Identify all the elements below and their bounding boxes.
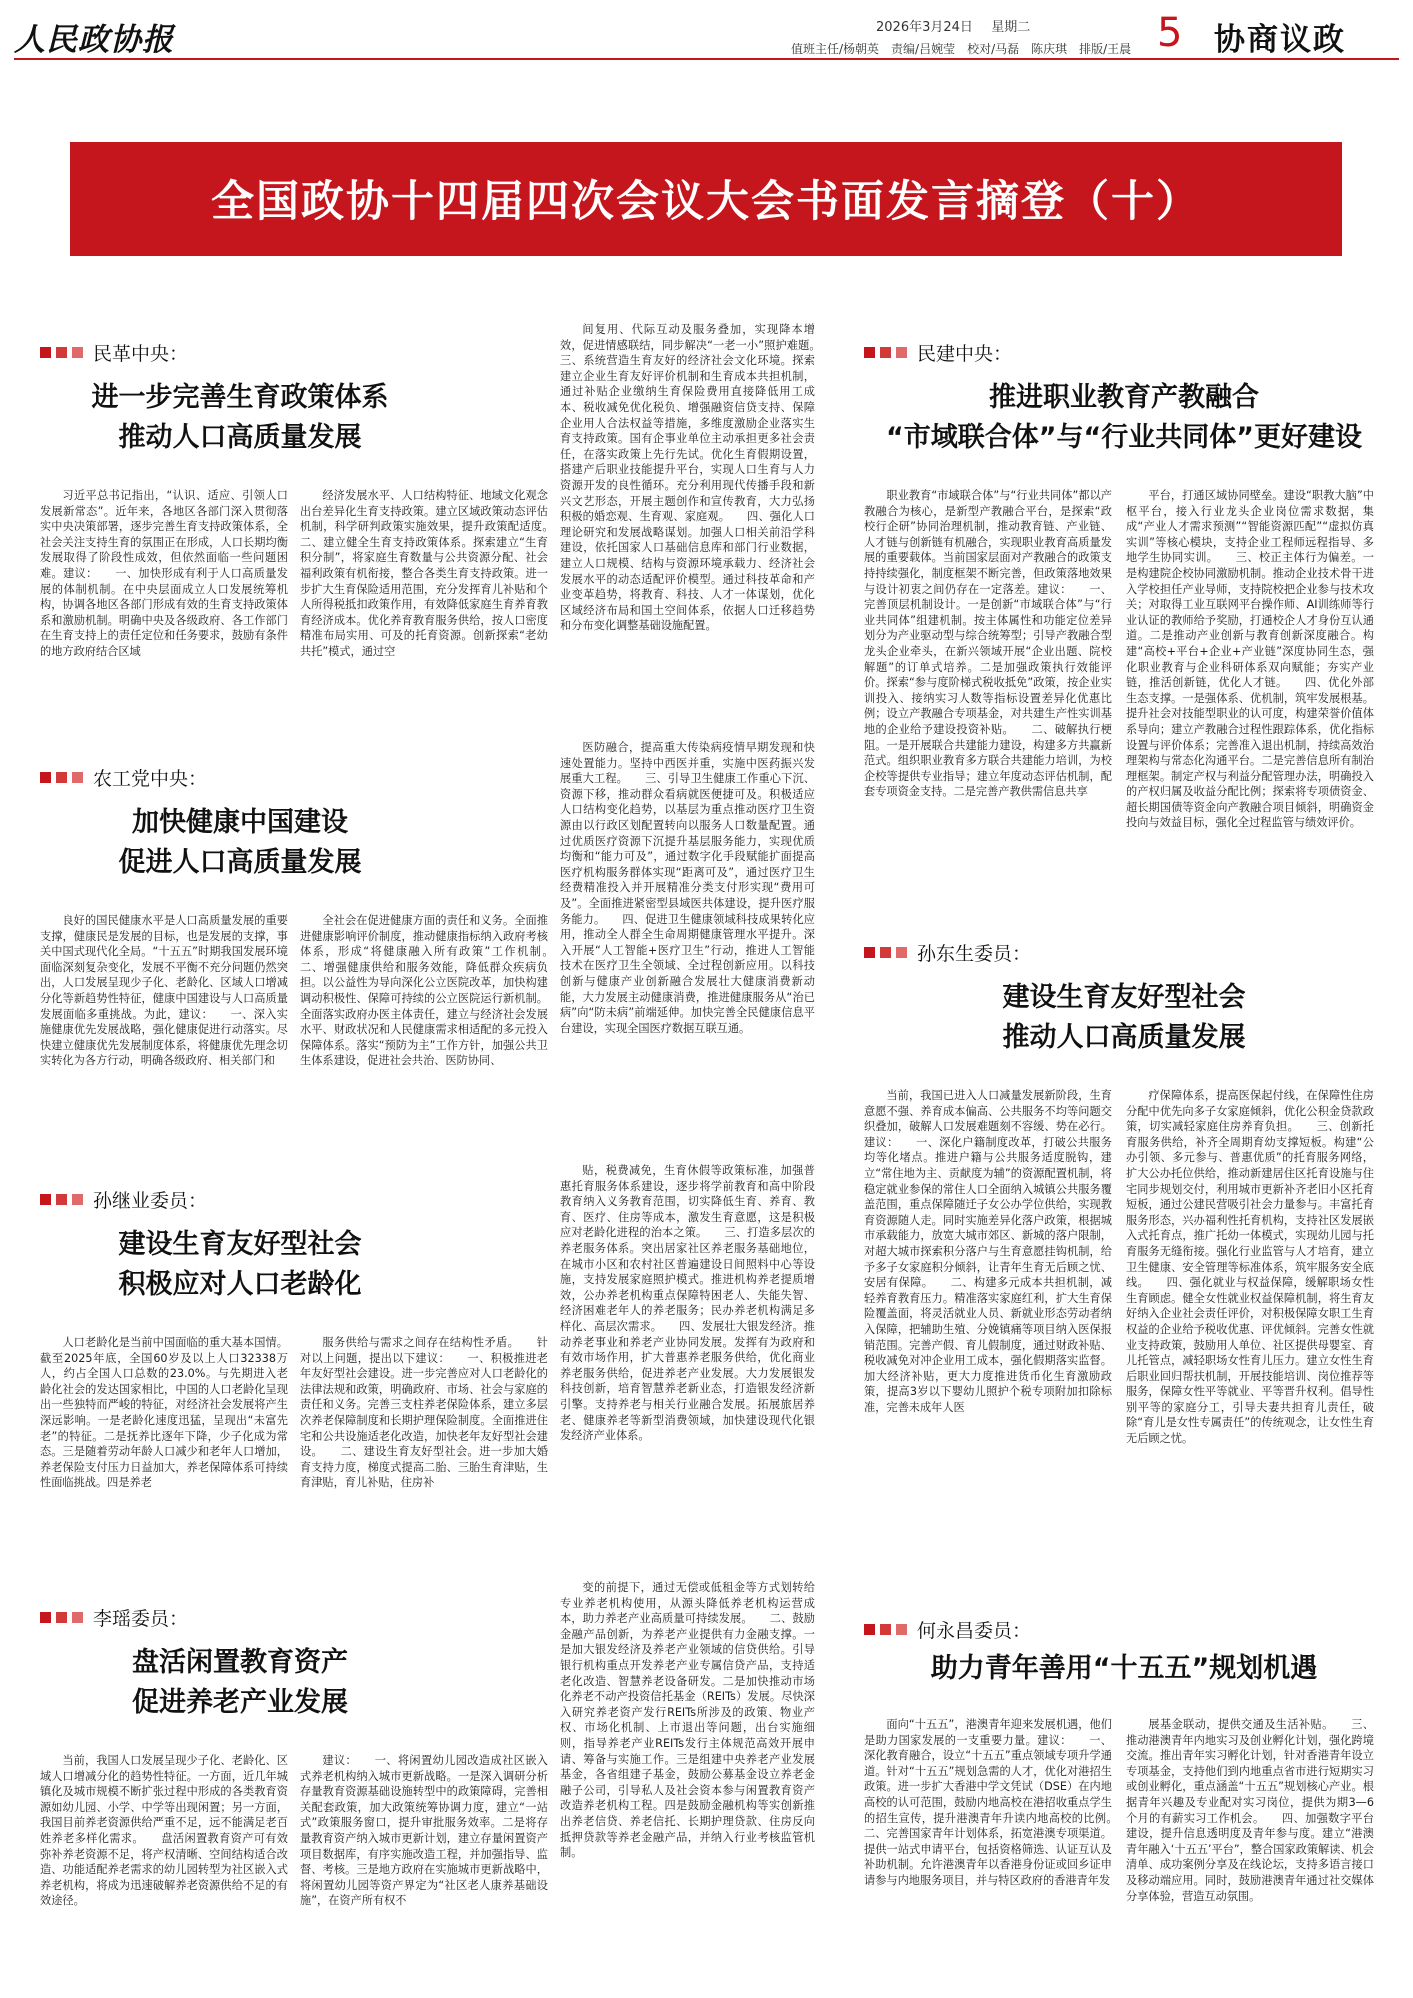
byline-text: 李瑶委员： <box>93 1607 189 1630</box>
article-body-col <box>1126 488 1374 858</box>
byline-marker-icon <box>864 1624 907 1635</box>
byline-marker-icon <box>864 347 907 358</box>
article-body-col <box>300 913 548 1143</box>
body-text: 经济发展水平、人口结构特征、地域文化观念出台差异化生育支持政策。建立区域政策动态评估机制，科学研判政策实施效果，提升政策配适度。 二、建立健全生育支持政策体系。探索建立“生育积分制”，将家庭生育数量与公共资源分配、社会福利政策有机衔接，整合各类生育支持政策。进一步扩大生育保险适用范围，充分发挥育儿补贴和个人所得税抵扣政策作用，有效降低家庭生育养育教育经济成本。优化养育教育服务供给，按人口密度精准布局实用、可及的托育资源。创新探索“老幼共托”模式，通过空 <box>300 489 548 658</box>
body-text: 面向“十五五”，港澳青年迎来发展机遇，他们是助力国家发展的一支重要力量。建议： 一、深化教育融合，设立“十五五”重点领域专项升学通道。针对“十五五”规划急需的人才，优化对港招生政策。进一步扩大香港中学文凭试（DSE）在内地高校的认可范围，鼓励内地高校在港招收重点学生的招生宣传，提升港澳青年升读内地高校的比例。 二、完善国家青年计划体系，拓宽港澳专项渠道。提供一站式申请平台，包括资格筛选、认证互认及补助机制。允许港澳青年以香港身份证或回乡证申请参与内地服务项目，并与特区政府的香港青年发 <box>864 1718 1112 1887</box>
body-text: 当前，我国人口发展呈现少子化、老龄化、区域人口增减分化的趋势性特征。一方面，近几年城镇化及城市规模不断扩张过程中形成的各类教育资源如幼儿园、小学、中学等出现闲置；另一方面，我国目前养老资源供给严重不足，远不能满足老百姓养老多样化需求。 盘活闲置教育资产可有效弥补养老资源不足，将产权清晰、空间结构适合改造、功能适配养老需求的幼儿园转型为社区嵌入式养老机构，将成为迅速破解养老资源供给不足的有效途径。 <box>40 1754 288 1908</box>
article-body-col <box>300 488 548 718</box>
headline-line: 建设生育友好型社会 <box>1002 982 1246 1013</box>
article-headline <box>40 1643 440 1723</box>
banner-title: 全国政协十四届四次会议大会书面发言摘登（十） <box>211 177 1201 227</box>
headline-line: 推动人口高质量发展 <box>118 422 362 453</box>
issue-weekday: 星期二 <box>991 20 1031 35</box>
article-body-col <box>40 1335 288 1561</box>
article-body-col <box>1126 1088 1374 1558</box>
body-text: 建议： 一、将闲置幼儿园改造成社区嵌入式养老机构纳入城市更新战略。一是深入调研分析存量教育资源基础设施转型中的政策障碍，完善相关配套政策，加大政策统筹协调力度，建立“一站式”政策服务窗口，提升审批服务效率。二是将存量教育资产纳入城市更新计划，建立存量闲置资产项目数据库，有序实施改造工程，并加强指导、监督、考核。三是地方政府在实施城市更新战略中，将闲置幼儿园等资产界定为“社区老人康养基础设施”，在资产所有权不 <box>300 1754 548 1908</box>
article-byline <box>40 340 188 364</box>
article-headline <box>40 378 440 458</box>
article-body-col <box>864 1088 1112 1558</box>
article-headline <box>864 378 1384 458</box>
dateline <box>876 16 1030 35</box>
body-text: 当前，我国已进入人口减量发展新阶段，生育意愿不强、养育成本偏高、公共服务不均等问题交织叠加，破解人口发展难题刻不容缓、势在必行。建议： 一、深化户籍制度改革，打破公共服务均等化堵点。推进户籍与公共服务适度脱钩，建立“常住地为主、贡献度为辅”的资源配置机制，将稳定就业参保的常住人口全面纳入城镇公共服务覆盖范围，重点保障随迁子女公办学位供给，实现教育资源随人走。同时实施差异化落户政策，根据城市承载能力，放宽大城市郊区、新城的落户限制，对超大城市探索积分落户与生育意愿挂钩机制，给予多子女家庭积分倾斜，让青年生育无后顾之忧、安居有保障。 二、构建多元成本共担机制，减轻养育教育压力。精准落实家庭红利，扩大生育保险覆盖面，将灵活就业人员、新就业形态劳动者纳入保障，把辅助生殖、分娩镇痛等项目纳入医保报销范围。完善产假、育儿假制度，通过财政补贴、税收减免对冲企业用工成本，强化假期落实监督。加大经济补贴，更大力度推进货币化生育激励政策，提高3岁以下婴幼儿照护个税专项附加扣除标准，完善未成年人医 <box>864 1089 1112 1414</box>
headline-line: 进一步完善生育政策体系 <box>91 382 389 413</box>
article-body-col <box>560 1163 815 1558</box>
article-minge <box>40 340 565 740</box>
page-banner <box>70 142 1342 256</box>
headline-line: 推进职业教育产教融合 <box>989 382 1259 413</box>
article-li-yao <box>40 1605 565 1995</box>
masthead <box>14 10 1399 60</box>
article-headline <box>40 1225 440 1305</box>
article-body-col <box>1126 1717 1374 1977</box>
headline-line: 积极应对人口老龄化 <box>118 1269 362 1300</box>
body-text: 服务供给与需求之间存在结构性矛盾。 针对以上问题，提出以下建议： 一、积极推进老年友好型社会建设。进一步完善应对人口老龄化的法律法规和政策，明确政府、市场、社会与家庭的责任和义务。完善三支柱养老保险体系，建立多层次养老保障制度和长期护理保险制度。全面推进住宅和公共设施适老化改造，加快老年友好型社会建设。 二、建设生育友好型社会。进一步加大婚育支持力度，梯度式提高二胎、三胎生育津贴，生育津贴，育儿补贴，住房补 <box>300 1336 548 1490</box>
byline-marker-icon <box>40 347 83 358</box>
article-headline <box>864 1649 1384 1689</box>
article-body-col <box>560 1580 815 1978</box>
byline-text: 何永昌委员： <box>917 1619 1032 1642</box>
body-text: 贴，税费减免，生育休假等政策标准，加强普惠托育服务体系建设，逐步将学前教育和高中阶段教育纳入义务教育范围，切实降低生育、养育、教育、医疗、住房等成本，激发生育意愿，这是积极应对老龄化进程的治本之策。 三、打造多层次的养老服务体系。突出居家社区养老服务基础地位，在城市小区和农村社区普遍建设日间照料中心等设施，支持发展家庭照护模式。推进机构养老提质增效，公办养老机构重点保障特困老人、失能失智、经济困难老年人的养老服务；民办养老机构满足多样化、高层次需求。 四、发展壮大银发经济。推动养老事业和养老产业协同发展。发挥有为政府和有效市场作用，扩大普惠养老服务供给，优化商业养老服务供给，促进养老产业发展。大力发展银发科技创新，培育智慧养老新业态，打造银发经济新引擎。支持养老与相关行业融合发展。拓展旅居养老、健康养老等新型消费领域，加快建设现代化银发经济产业体系。 <box>560 1164 815 1443</box>
article-nonggong <box>40 765 565 1165</box>
body-text: 人口老龄化是当前中国面临的重大基本国情。截至2025年底，全国60岁及以上人口32338万人，约占全国人口总数的23.0%。与先期进入老龄化社会的发达国家相比，中国的人口老龄化呈现出一些独特而严峻的特征，对经济社会发展将产生深远影响。一是老龄化速度迅猛，呈现出“未富先老”的特征。二是抚养比逐年下降，少子化成为常态。三是随着劳动年龄人口减少和老年人口增加，养老保险支付压力日益加大，养老保障体系可持续性面临挑战。四是养老 <box>40 1336 288 1490</box>
article-headline <box>864 978 1384 1058</box>
body-text: 间复用、代际互动及服务叠加，实现降本增效，促进情感联结，同步解决“一老一小”照护难题。 三、系统营造生育友好的经济社会文化环境。探索建立企业生育友好评价机制和生育成本共担机制，通过补贴企业缴纳生育保险费用直接降低用工成本、税收减免优化税负、增强融资信贷支持、保障企业用人合法权益等措施，多维度激励企业落实生育支持政策。国有企事业单位主动承担更多社会责任，在落实政策上先行先试。优化生育假期设置，搭建产后职业技能提升平台，实现人口生育与人力资源开发的良性循环。充分利用现代传播手段和新兴文艺形态，开展主题创作和宣传教育，大力弘扬积极的婚恋观、生育观、家庭观。 四、强化人口理论研究和发展战略谋划。加强人口相关前沿学科建设，依托国家人口基础信息库和部门行业数据，建立人口规模、结构与资源环境承载力、经济社会发展水平的动态适配评价模型。通过科技革命和产业变革趋势，将教育、科技、人才一体谋划，优化区域经济布局和国土空间体系，依据人口迁移趋势和分布变化调整基础设施配置。 <box>560 323 815 633</box>
article-byline <box>864 340 1012 364</box>
byline-text: 民建中央： <box>917 342 1013 365</box>
body-text: 良好的国民健康水平是人口高质量发展的重要支撑，健康民是发展的目标，也是发展的支撑，事关中国式现代化全局。“十五五”时期我国发展环境面临深刻复杂变化，发展不平衡不充分问题仍然突出，人口发展呈现少子化、老龄化、区域人口增减分化等新趋势性特征，健康中国建设与人口高质量发展面临多重挑战。为此，建议： 一、深入实施健康优先发展战略，强化健康促进行动落实。尽快建立健康优先发展制度体系，将健康优先理念切实转化为各方行动，明确各级政府、相关部门和 <box>40 914 288 1068</box>
body-text: 平台，打通区域协同壁垒。建设“职教大脑”中枢平台，接入行业龙头企业岗位需求数据，集成“产业人才需求预测”“智能资源匹配”“虚拟仿真实训”等核心模块，支持企业工程师远程指导、多地学生协同实训。 三、校正主体行为偏差。一是构建院企校协同激励机制。推动企业技术骨干进入学校担任产业导师，支持院校把企业参与技术攻关；对取得工业互联网平台操作师、AI训练师等行业认证的教师给予奖励，打通校企人才身份互认通道。二是推动产业创新与教育创新深度融合。构建“高校+平台+企业+产业链”深度协同生态，强化职业教育与企业科研体系双向赋能；夯实产业链，推活创新链，优化人才链。 四、优化外部生态支撑。一是强体系、优机制，筑牢发展根基。提升社会对技能型职业的认可度，构建荣誉价值体系导向；建立产教融合过程性跟踪体系，优化指标设置与评价体系；完善准入退出机制，持续高效治理架构与常态化沟通平台。二是完善信息所有制治理框架。制定产权与利益分配管理办法，明确投入的产权归属及收益分配比例；探索将专项债资金、超长期国债等资金向产教融合项目倾斜，明确资金投向与效益目标，强化全过程监管与绩效评价。 <box>1126 489 1374 830</box>
article-headline <box>40 803 440 883</box>
byline-text: 孙东生委员： <box>917 942 1032 965</box>
headline-line: 助力青年善用“十五五”规划机遇 <box>930 1653 1318 1684</box>
byline-text: 民革中央： <box>93 342 189 365</box>
byline-marker-icon <box>40 772 83 783</box>
headline-line: 推动人口高质量发展 <box>1002 1022 1246 1053</box>
article-sun-dongsheng <box>864 940 1384 1580</box>
body-text: 疗保障体系，提高医保起付线，在保障性住房分配中优先向多子女家庭倾斜，优化公积金贷款政策，切实减轻家庭住房养育负担。 三、创新托育服务供给，补齐全周期育幼支撑短板。构建“公办引领、多元参与、普惠优质”的托育服务网络，扩大公办托位供给，推动新建居住区托育设施与住宅同步规划交付，利用城市更新补齐老旧小区托育短板，通过公建民营吸引社会力量参与。丰富托育服务形态，兴办福利性托育机构，支持社区发展嵌入式托育点，推广托幼一体模式，实现幼儿园与托育服务无缝衔接。强化行业监管与人才培育，建立卫生健康、安全管理等标准体系，筑牢服务安全底线。 四、强化就业与权益保障，缓解职场女性生育顾虑。健全女性就业权益保障机制，将生育友好纳入企业社会责任评价，对积极保障女职工生育权益的企业给予税收优惠、评优倾斜。完善女性就业支持政策，鼓励用人单位、社区提供母婴室、育儿托管点，减轻职场女性育儿压力。建立女性生育后职业回归帮扶机制，开展技能培训、岗位推荐等服务，保障女性平等就业、平等晋升权利。倡导性别平等的家庭分工，引导夫妻共担育儿责任，破除“育儿是女性专属责任”的传统观念，让女性生育无后顾之忧。 <box>1126 1089 1374 1446</box>
article-body-col <box>560 740 815 1140</box>
page-number: 5 <box>1157 10 1183 56</box>
article-byline <box>40 1187 207 1211</box>
article-byline <box>864 940 1031 964</box>
article-byline <box>864 1617 1031 1641</box>
byline-text: 农工党中央： <box>93 767 208 790</box>
article-body-col <box>40 1753 288 1978</box>
article-body-col <box>300 1335 548 1561</box>
article-body-col <box>864 1717 1112 1977</box>
body-text: 习近平总书记指出，“认识、适应、引领人口发展新常态”。近年来，各地区各部门深入贯彻落实中央决策部署，逐步完善生育支持政策体系，全社会关注支持生育的氛围正在形成，人口长期均衡发展取得了阶段性成效，但依然面临一些问题困难。建议： 一、加快形成有利于人口高质量发展的体制机制。在中央层面成立人口发展统筹机构，协调各地区各部门形成有效的生育支持政策体系和激励机制。明确中央及各级政府、各工作部门在生育支持上的责任定位和任务要求，鼓励有条件的地方政府结合区域 <box>40 489 288 658</box>
headline-line: 促进人口高质量发展 <box>118 847 362 878</box>
section-title: 协商议政 <box>1214 22 1346 58</box>
article-byline <box>40 1605 188 1629</box>
article-body-col <box>40 913 288 1143</box>
article-minjian <box>864 340 1384 880</box>
byline-text: 孙继业委员： <box>93 1189 208 1212</box>
article-body-col <box>40 488 288 718</box>
headline-line: 加快健康中国建设 <box>132 807 348 838</box>
newspaper-logo: 人民政协报 <box>14 22 174 58</box>
byline-marker-icon <box>40 1194 83 1205</box>
article-body-col <box>864 488 1112 858</box>
body-text: 展基金联动，提供交通及生活补贴。 三、推动港澳青年内地实习及创业孵化计划，强化跨境交流。推出青年实习孵化计划，针对香港青年设立专项基金，支持他们到内地重点省市进行短期实习或创业孵化，重点涵盖“十五五”规划核心产业。根据青年兴趣及专业配对实习岗位，提供为期3—6个月的有薪实习工作机会。 四、加强数字平台建设，提升信息透明度及青年参与度。建立“港澳青年融入‘十五五’平台”，整合国家政策解读、机会清单、成功案例分享及在线论坛，支持多语言接口及移动端应用。同时，鼓励港澳青年通过社交媒体分享体验，营造互动氛围。 <box>1126 1718 1374 1903</box>
article-sun-jiye <box>40 1187 565 1587</box>
body-text: 医防融合，提高重大传染病疫情早期发现和快速处置能力。坚持中西医并重，实施中医药振兴发展重大工程。 三、引导卫生健康工作重心下沉、资源下移，推动群众看病就医便捷可及。积极适应人口结构变化趋势，以基层为重点推动医疗卫生资源由以行政区划配置转向以服务人口数量配置。通过优质医疗资源下沉提升基层服务能力，实现优质均衡和“能力可及”，通过数字化手段赋能扩面提高医疗机构服务群体实现“距离可及”，通过医疗卫生经费精准投入并开展精准分类支付形实现“费用可及”。全面推进紧密型县域医共体建设，提升医疗服务能力。 四、促进卫生健康领域科技成果转化应用，推动全人群全生命周期健康管理水平提升。深入开展“人工智能+医疗卫生”行动，推进人工智能技术在医疗卫生全领域、全过程创新应用。以科技创新与健康产业创新融合发展壮大健康消费新动能，大力发展主动健康消费，推进健康服务从“治已病”向“防未病”前端延伸。加快完善全民健康信息平台建设，实现全国医疗数据互联互通。 <box>560 741 815 1035</box>
headline-line: 盘活闲置教育资产 <box>132 1647 348 1678</box>
article-body-col <box>300 1753 548 1978</box>
byline-marker-icon <box>864 947 907 958</box>
issue-date: 2026年3月24日 <box>876 20 973 35</box>
body-text: 变的前提下，通过无偿或低租金等方式划转给专业养老机构使用，从源头降低养老机构运营成本，助力养老产业高质量可持续发展。 二、鼓励金融产品创新，为养老产业提供有力金融支撑。一是加大银发经济及养老产业领域的信贷供给。引导银行机构重点开发养老产业专属信贷产品，支持适老化改造、智慧养老设备研发。二是加快推动市场化养老不动产投资信托基金（REITs）发展。尽快深入研究养老资产发行REITs所涉及的政策、物业产权、市场化机制、上市退出等问题，出台实施细则，指导养老产业REITs发行主体规范高效开展申请、筹备与实施工作。三是组建中央养老产业发展基金，各省组建子基金，鼓励公募基金设立养老金融子公司，引导私人及社会资本参与闲置教育资产改造养老机构工程。四是鼓励金融机构等实创新推出养老信贷、养老信托、长期护理贷款、住房反向抵押贷款等养老金融产品，并纳入行业考核监管机制。 <box>560 1581 815 1860</box>
body-text: 职业教育“市域联合体”与“行业共同体”都以产教融合为核心，是新型产教融合平台，是探索“政校行企研”协同治理机制，推动教育链、产业链、人才链与创新链有机融合，实现职业教育高质量发展的重要载体。当前国家层面对产教融合的政策支持持续强化，制度框架不断完善，但政策落地效果与设计初衷之间仍存在一定落差。建议： 一、完善顶层机制设计。一是创新“市域联合体”与“行业共同体”组建机制。按主体属性和功能定位差异划分为产业驱动型与综合统筹型；引导产教融合型龙头企业牵头，在新兴领域开展“企业出题、院校解题”的订单式培养。二是加强政策执行效能评价。探索“参与度阶梯式税收抵免”政策，按企业实训投入、接纳实习人数等指标设置差异化优惠比例；设立产教融合专项基金，对共建生产性实训基地的企业给予建设投资补贴。 二、破解执行梗阻。一是开展联合共建能力建设，构建多方共赢新范式。组织职业教育多方联合共建能力培训，为校企校等提供专业指导；建立年度动态评估机制，配套专项资金支持。二是完善产教供需信息共享 <box>864 489 1112 799</box>
article-byline <box>40 765 207 789</box>
headline-line: 促进养老产业发展 <box>132 1687 348 1718</box>
article-he-yongchang <box>864 1617 1384 1987</box>
editor-credits: 值班主任/杨朝英 责编/吕婉莹 校对/马磊 陈庆琪 排版/王晨 <box>791 42 1132 56</box>
byline-marker-icon <box>40 1612 83 1623</box>
headline-line: “市域联合体”与“行业共同体”更好建设 <box>886 422 1362 453</box>
headline-line: 建设生育友好型社会 <box>118 1229 362 1260</box>
article-body-col <box>560 322 815 718</box>
body-text: 全社会在促进健康方面的责任和义务。全面推进健康影响评价制度，推动健康指标纳入政府考核体系，形成“将健康融入所有政策”工作机制。 二、增强健康供给和服务效能，降低群众疾病负担。以公益性为导向深化公立医院改革，加快构建调动积极性、保障可持续的公立医院运行新机制。全面落实政府办医主体责任，建立与经济社会发展水平、财政状况和人民健康需求相适配的多元投入保障体系。落实“预防为主”工作方针，加强公共卫生体系建设，促进社会共治、医防协同、 <box>300 914 548 1068</box>
